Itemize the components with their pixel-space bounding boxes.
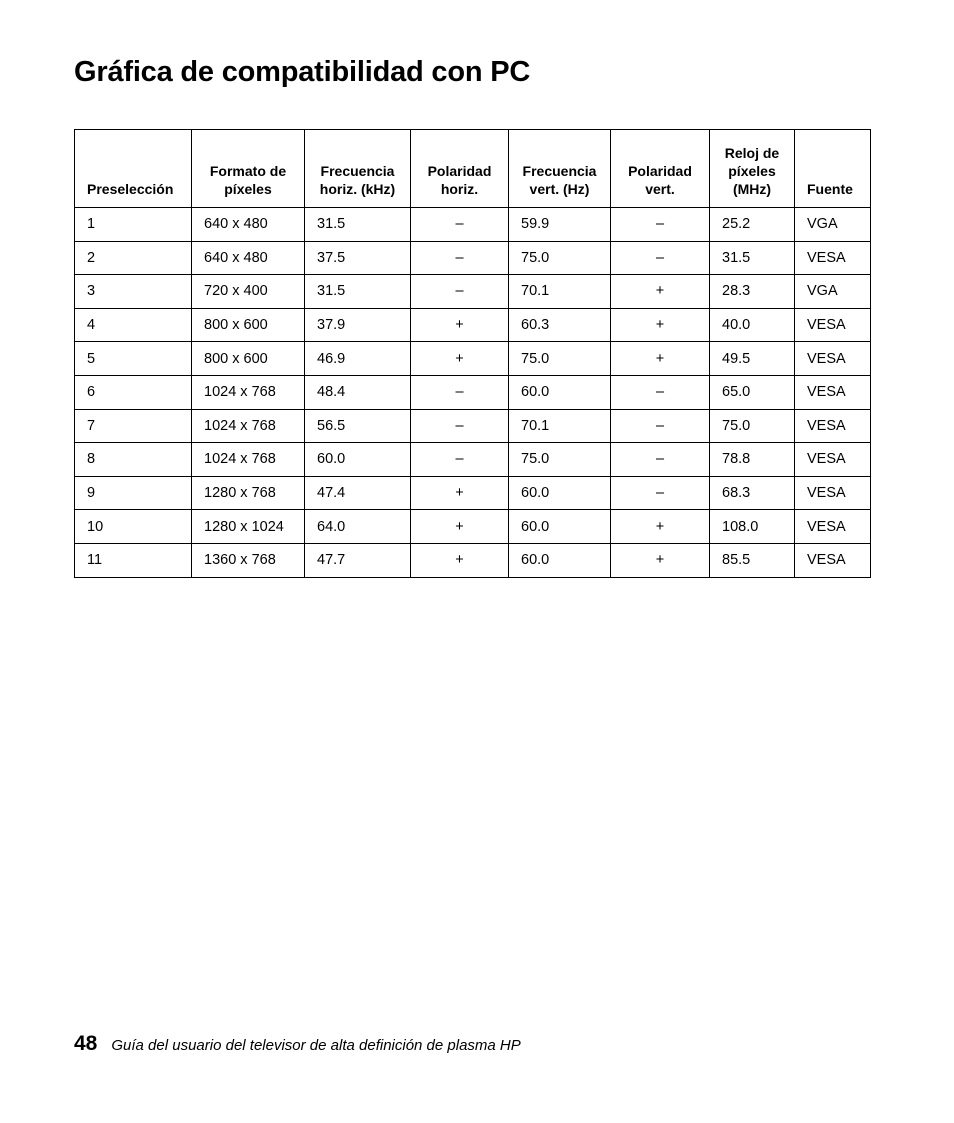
cell-horizontal-polarity: – [411,208,509,242]
cell-pixel-format: 1024 x 768 [192,409,305,443]
cell-vertical-frequency: 75.0 [509,443,611,477]
cell-pixel-clock: 78.8 [710,443,795,477]
cell-horizontal-polarity: + [411,543,509,577]
table-header-row [75,130,871,208]
table-row [75,476,871,510]
cell-horizontal-polarity: – [411,275,509,309]
cell-pixel-format: 1024 x 768 [192,443,305,477]
table-row [75,409,871,443]
table-row [75,443,871,477]
cell-preselection: 5 [75,342,192,376]
cell-vertical-polarity: – [611,476,710,510]
cell-vertical-polarity: + [611,543,710,577]
header-pixel-format: Formato de píxeles [192,130,305,208]
cell-pixel-clock: 31.5 [710,241,795,275]
cell-preselection: 8 [75,443,192,477]
cell-vertical-frequency: 60.0 [509,375,611,409]
cell-preselection: 2 [75,241,192,275]
cell-horizontal-frequency: 31.5 [305,208,411,242]
cell-source: VGA [795,275,871,309]
cell-pixel-format: 640 x 480 [192,241,305,275]
cell-pixel-format: 640 x 480 [192,208,305,242]
cell-preselection: 9 [75,476,192,510]
cell-horizontal-frequency: 48.4 [305,375,411,409]
cell-source: VESA [795,443,871,477]
cell-horizontal-frequency: 60.0 [305,443,411,477]
header-horizontal-frequency: Frecuencia horiz. (kHz) [305,130,411,208]
cell-vertical-polarity: – [611,443,710,477]
cell-source: VGA [795,208,871,242]
footer-text: Guía del usuario del televisor de alta definición de plasma HP [111,1037,521,1054]
cell-vertical-frequency: 70.1 [509,409,611,443]
header-preselection: Preselección [75,130,192,208]
cell-vertical-polarity: + [611,510,710,544]
cell-horizontal-polarity: – [411,241,509,275]
header-horizontal-polarity: Polaridad horiz. [411,130,509,208]
table-row [75,275,871,309]
cell-preselection: 4 [75,308,192,342]
cell-vertical-polarity: + [611,275,710,309]
cell-source: VESA [795,241,871,275]
table-row [75,308,871,342]
cell-vertical-polarity: – [611,409,710,443]
table-row [75,543,871,577]
cell-vertical-polarity: – [611,208,710,242]
compatibility-table [74,129,871,578]
cell-preselection: 1 [75,208,192,242]
cell-pixel-clock: 28.3 [710,275,795,309]
cell-horizontal-polarity: – [411,443,509,477]
cell-horizontal-frequency: 47.4 [305,476,411,510]
cell-horizontal-frequency: 56.5 [305,409,411,443]
cell-source: VESA [795,476,871,510]
table-row [75,342,871,376]
cell-pixel-format: 800 x 600 [192,308,305,342]
cell-preselection: 6 [75,375,192,409]
cell-vertical-polarity: + [611,342,710,376]
cell-vertical-frequency: 60.0 [509,543,611,577]
cell-vertical-frequency: 60.3 [509,308,611,342]
table-row [75,510,871,544]
cell-horizontal-polarity: + [411,342,509,376]
page-footer [74,1032,521,1056]
cell-source: VESA [795,375,871,409]
cell-pixel-clock: 65.0 [710,375,795,409]
cell-preselection: 7 [75,409,192,443]
header-source: Fuente [795,130,871,208]
cell-pixel-clock: 85.5 [710,543,795,577]
cell-horizontal-polarity: + [411,308,509,342]
cell-pixel-format: 800 x 600 [192,342,305,376]
header-pixel-clock: Reloj de píxeles (MHz) [710,130,795,208]
cell-vertical-frequency: 70.1 [509,275,611,309]
cell-pixel-clock: 49.5 [710,342,795,376]
cell-vertical-frequency: 60.0 [509,476,611,510]
cell-pixel-clock: 68.3 [710,476,795,510]
cell-horizontal-frequency: 37.5 [305,241,411,275]
table-body [75,208,871,578]
cell-preselection: 10 [75,510,192,544]
cell-vertical-frequency: 60.0 [509,510,611,544]
cell-vertical-frequency: 75.0 [509,241,611,275]
cell-vertical-polarity: + [611,308,710,342]
page-number: 48 [74,1032,98,1055]
cell-horizontal-polarity: + [411,510,509,544]
cell-vertical-polarity: – [611,375,710,409]
page-title: Gráfica de compatibilidad con PC [74,56,531,88]
cell-source: VESA [795,409,871,443]
cell-pixel-format: 720 x 400 [192,275,305,309]
cell-pixel-format: 1280 x 1024 [192,510,305,544]
cell-horizontal-polarity: – [411,409,509,443]
cell-pixel-format: 1024 x 768 [192,375,305,409]
cell-horizontal-frequency: 64.0 [305,510,411,544]
cell-pixel-clock: 40.0 [710,308,795,342]
cell-horizontal-frequency: 31.5 [305,275,411,309]
cell-pixel-format: 1360 x 768 [192,543,305,577]
cell-pixel-clock: 108.0 [710,510,795,544]
table-row [75,375,871,409]
table-row [75,208,871,242]
cell-source: VESA [795,342,871,376]
cell-horizontal-polarity: + [411,476,509,510]
cell-vertical-polarity: – [611,241,710,275]
cell-preselection: 11 [75,543,192,577]
cell-source: VESA [795,543,871,577]
cell-source: VESA [795,510,871,544]
cell-pixel-format: 1280 x 768 [192,476,305,510]
cell-horizontal-frequency: 46.9 [305,342,411,376]
header-vertical-frequency: Frecuencia vert. (Hz) [509,130,611,208]
cell-vertical-frequency: 59.9 [509,208,611,242]
cell-pixel-clock: 25.2 [710,208,795,242]
cell-preselection: 3 [75,275,192,309]
cell-pixel-clock: 75.0 [710,409,795,443]
header-vertical-polarity: Polaridad vert. [611,130,710,208]
table-row [75,241,871,275]
cell-vertical-frequency: 75.0 [509,342,611,376]
cell-horizontal-frequency: 47.7 [305,543,411,577]
cell-horizontal-polarity: – [411,375,509,409]
cell-horizontal-frequency: 37.9 [305,308,411,342]
cell-source: VESA [795,308,871,342]
